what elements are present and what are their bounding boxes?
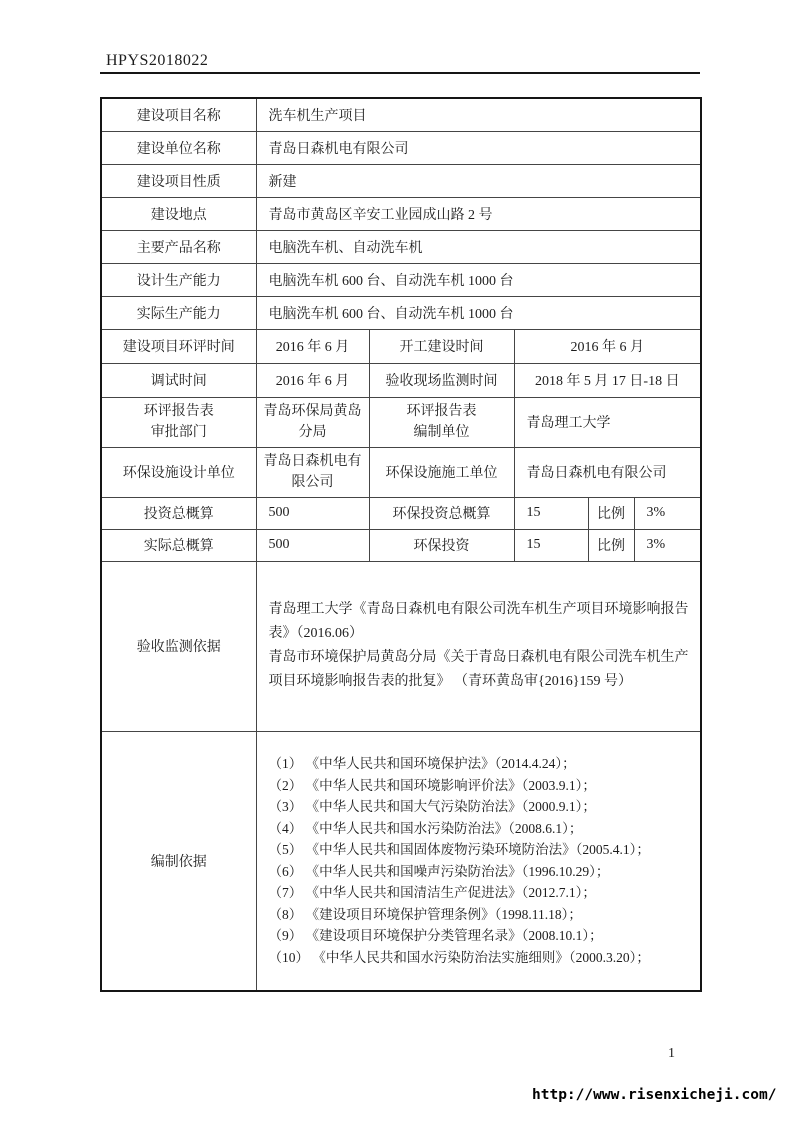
law-item: （5） 《中华人民共和国固体废物污染环境防治法》（2005.4.1）； — [268, 842, 650, 858]
row-value — [256, 561, 701, 731]
row-label: 环保投资总概算 — [369, 497, 514, 529]
law-item: （10） 《中华人民共和国水污染防治法实施细则》（2000.3.20）； — [268, 949, 650, 965]
row-label: 环保设施设计单位 — [101, 447, 256, 497]
row-label: 建设地点 — [101, 197, 256, 230]
row-value: 3% — [634, 497, 701, 529]
row-label: 实际生产能力 — [101, 296, 256, 329]
row-value: 电脑洗车机、自动洗车机 — [256, 230, 701, 263]
law-item: （8） 《建设项目环境保护管理条例》（1998.11.18）； — [268, 906, 582, 922]
row-label: 验收现场监测时间 — [369, 363, 514, 397]
table-row — [101, 497, 701, 529]
row-value: 新建 — [256, 164, 701, 197]
table-row — [101, 296, 701, 329]
table-row — [101, 397, 701, 447]
table-row — [101, 197, 701, 230]
row-value: 青岛理工大学 — [514, 397, 701, 447]
row-value: 电脑洗车机 600 台、自动洗车机 1000 台 — [256, 263, 701, 296]
row-value: 青岛日森机电有限公司 — [514, 447, 701, 497]
row-value: 2016 年 6 月 — [256, 363, 369, 397]
table-row — [101, 447, 701, 497]
row-value: 电脑洗车机 600 台、自动洗车机 1000 台 — [256, 296, 701, 329]
row-label: 环评报告表 编制单位 — [369, 397, 514, 447]
table-row — [101, 230, 701, 263]
row-label: 开工建设时间 — [369, 329, 514, 363]
row-label: 投资总概算 — [101, 497, 256, 529]
header-rule — [100, 72, 700, 74]
row-value: 15 — [514, 497, 588, 529]
project-info-table — [100, 97, 702, 992]
row-value: 青岛日森机电有 限公司 — [256, 447, 369, 497]
row-value: 2016 年 6 月 — [514, 329, 701, 363]
table-row — [101, 529, 701, 561]
row-label: 比例 — [588, 529, 634, 561]
law-item: （3） 《中华人民共和国大气污染防治法》（2000.9.1）； — [268, 799, 596, 815]
row-value: 3% — [634, 529, 701, 561]
table-row — [101, 131, 701, 164]
law-item: （2） 《中华人民共和国环境影响评价法》（2003.9.1）； — [268, 777, 596, 793]
acceptance-paragraph: 青岛市环境保护局黄岛分局《关于青岛日森机电有限公司洗车机生产项目环境影响报告表的批复》 （青环黄岛审{2016}159 号） — [268, 650, 689, 689]
law-item: （4） 《中华人民共和国水污染防治法》（2008.6.1）； — [268, 820, 583, 836]
law-item: （6） 《中华人民共和国噪声污染防治法》（1996.10.29）； — [268, 863, 610, 879]
watermark-url: http://www.risenxicheji.com/ — [532, 1087, 777, 1103]
law-item: （9） 《建设项目环境保护分类管理名录》（2008.10.1）； — [268, 928, 603, 944]
page-number: 1 — [668, 1046, 675, 1061]
row-label: 调试时间 — [101, 363, 256, 397]
row-value: 2018 年 5 月 17 日-18 日 — [514, 363, 701, 397]
row-label: 建设项目名称 — [101, 98, 256, 131]
row-label: 建设项目环评时间 — [101, 329, 256, 363]
row-label: 设计生产能力 — [101, 263, 256, 296]
row-label: 建设单位名称 — [101, 131, 256, 164]
row-label: 环评报告表 审批部门 — [101, 397, 256, 447]
row-value: 500 — [256, 529, 369, 561]
law-item: （1） 《中华人民共和国环境保护法》（2014.4.24）； — [268, 756, 576, 772]
row-label: 编制依据 — [101, 731, 256, 991]
table-row — [101, 561, 701, 731]
row-label: 实际总概算 — [101, 529, 256, 561]
row-label: 验收监测依据 — [101, 561, 256, 731]
acceptance-paragraph: 青岛理工大学《青岛日森机电有限公司洗车机生产项目环境影响报告表》（2016.06） — [268, 602, 689, 641]
table-row — [101, 329, 701, 363]
table-row — [101, 164, 701, 197]
law-item: （7） 《中华人民共和国清洁生产促进法》（2012.7.1）； — [268, 885, 596, 901]
row-label: 环保投资 — [369, 529, 514, 561]
table-row — [101, 363, 701, 397]
row-label: 主要产品名称 — [101, 230, 256, 263]
row-value: 洗车机生产项目 — [256, 98, 701, 131]
row-value — [256, 731, 701, 991]
row-value: 青岛日森机电有限公司 — [256, 131, 701, 164]
row-label: 建设项目性质 — [101, 164, 256, 197]
row-value: 500 — [256, 497, 369, 529]
row-label: 比例 — [588, 497, 634, 529]
row-value: 15 — [514, 529, 588, 561]
row-value: 2016 年 6 月 — [256, 329, 369, 363]
table-row — [101, 263, 701, 296]
row-label: 环保设施施工单位 — [369, 447, 514, 497]
doc-number: HPYS2018022 — [106, 52, 209, 69]
row-value: 青岛市黄岛区辛安工业园成山路 2 号 — [256, 197, 701, 230]
table-row — [101, 98, 701, 131]
row-value: 青岛环保局黄岛 分局 — [256, 397, 369, 447]
table-row — [101, 731, 701, 991]
